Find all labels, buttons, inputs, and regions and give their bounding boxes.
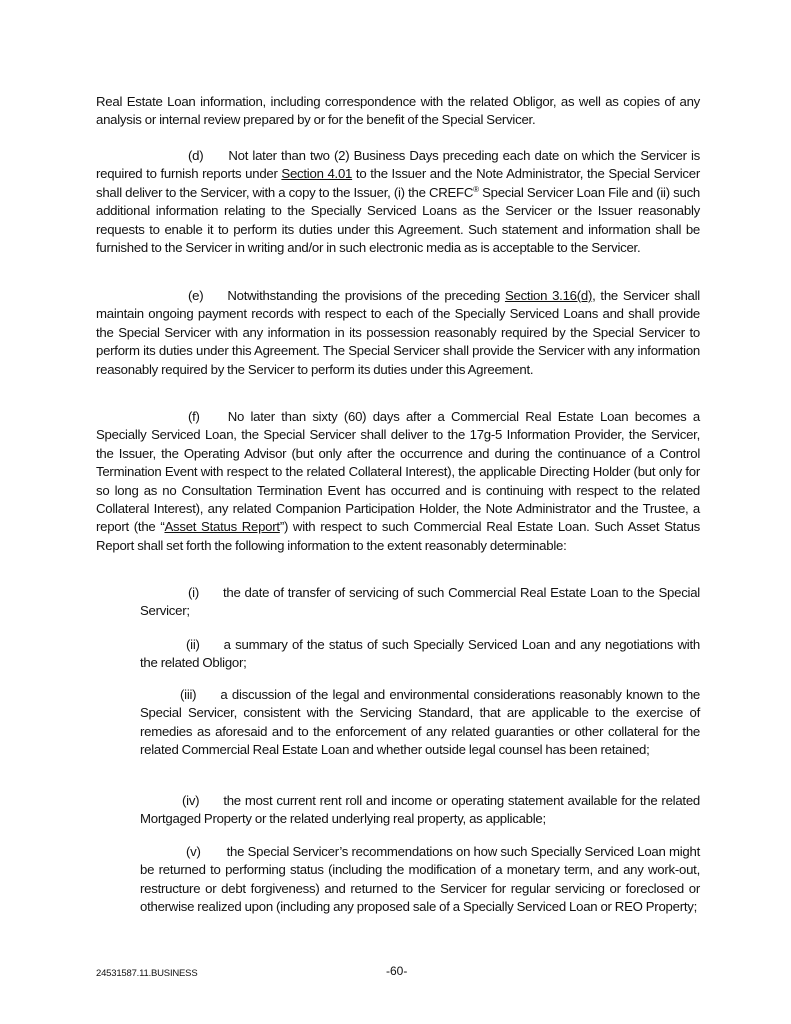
paragraph-d (96, 147, 700, 257)
paragraph-f-text: ”) with respect to such Commercial Real Estate Loan. Such Asset Status Report shall set forth the following information to the extent reasonably determinable: (96, 519, 701, 553)
list-item-text: the Special Servicer’s recommendations on how such Specially Serviced Loan might be returned to performing status (including the modification of a monetary term, and any work-out, restructure or debt forgiveness) and returned to the Servicer for regular servicing or foreclosed or otherwise realized upon (including any proposed sale of a Specially Serviced Loan or REO Property; (140, 844, 700, 915)
list-item-i (140, 584, 700, 621)
paragraph-d-text: Not later than two (2) Business Days preceding each date on which the Servicer is required to furnish reports under (96, 148, 700, 182)
list-item-ii (140, 636, 700, 673)
paragraph-d-text: to the Issuer and the Note Administrator, the Special Servicer shall deliver to the Servicer, with a copy to the Issuer, (i) the CREFC (96, 166, 700, 200)
paragraph-f-label: (f) (188, 409, 200, 424)
list-item-label: (ii) (186, 637, 200, 652)
paragraph-f (96, 408, 700, 555)
paragraph-d-text: Special Servicer Loan File and (ii) such additional information relating to the Specially Serviced Loans as the Servicer or the Issuer reasonably requests to enable it to perform its duties under this Agreement. Such statement and information shall be furnished to the Servicer in writing and/or in such electronic media as is acceptable to the Servicer. (96, 184, 700, 256)
paragraph-e-label: (e) (188, 288, 204, 303)
footer-page-number: -60- (386, 964, 408, 978)
list-item-iii (140, 686, 700, 760)
paragraph-e-text: Notwithstanding the provisions of the preceding (227, 288, 505, 303)
list-item-iv (140, 792, 700, 829)
paragraph-d-label: (d) (188, 148, 204, 163)
footer-document-id: 24531587.11.BUSINESS (96, 968, 198, 979)
asset-status-report-term: Asset Status Report (164, 519, 280, 535)
section-3-16d-reference[interactable]: Section 3.16(d) (504, 288, 593, 303)
list-item-v (140, 843, 700, 917)
list-item-label: (i) (188, 585, 199, 600)
list-item-text: the date of transfer of servicing of such Commercial Real Estate Loan to the Special Servicer; (140, 585, 700, 619)
paragraph-f-text: No later than sixty (60) days after a Commercial Real Estate Loan becomes a Specially Serviced Loan, the Special Servicer shall deliver to the 17g-5 Information Provider, the Servicer, the Issuer, the Operating Advisor (but only after the occurrence and during the continuance of a Control Termination Event with respect to the related Collateral Interest), the applicable Directing Holder (but only for so long as no Consultation Termination Event has occurred and is continuing with respect to the related Collateral Interest), any related Companion Participation Holder, the Note Administrator and the Trustee, a report (the “ (96, 409, 700, 535)
list-item-text: a summary of the status of such Specially Serviced Loan and any negotiations with the related Obligor; (140, 637, 700, 671)
list-item-text: the most current rent roll and income or operating statement available for the related Mortgaged Property or the related underlying real property, as applicable; (140, 793, 700, 827)
list-item-label: (iii) (180, 687, 197, 702)
section-4-01-reference[interactable]: Section 4.01 (281, 166, 353, 182)
list-item-label: (v) (186, 844, 201, 859)
continuation-text: Real Estate Loan information, including correspondence with the related Obligor, as well as copies of any analysis or internal review prepared by or for the benefit of the Special Servicer. (96, 94, 700, 128)
list-item-label: (iv) (182, 793, 200, 808)
paragraph-e (96, 287, 700, 379)
paragraph-e-text: , the Servicer shall maintain ongoing payment records with respect to each of the Specially Serviced Loans and shall provide the Special Servicer with any information in its possession reasonably required by the Special Servicer to perform its duties under this Agreement. The Special Servicer shall provide the Servicer with any information reasonably required by the Servicer to perform its duties under this Agreement. (96, 288, 700, 377)
list-item-text: a discussion of the legal and environmental considerations reasonably known to the Special Servicer, consistent with the Servicing Standard, that are applicable to the exercise of remedies as aforesaid and to the enforcement of any related guaranties or other collateral for the related Commercial Real Estate Loan and whether outside legal counsel has been retained; (140, 687, 700, 758)
registered-mark: ® (473, 184, 479, 194)
continuation-paragraph (96, 93, 700, 130)
